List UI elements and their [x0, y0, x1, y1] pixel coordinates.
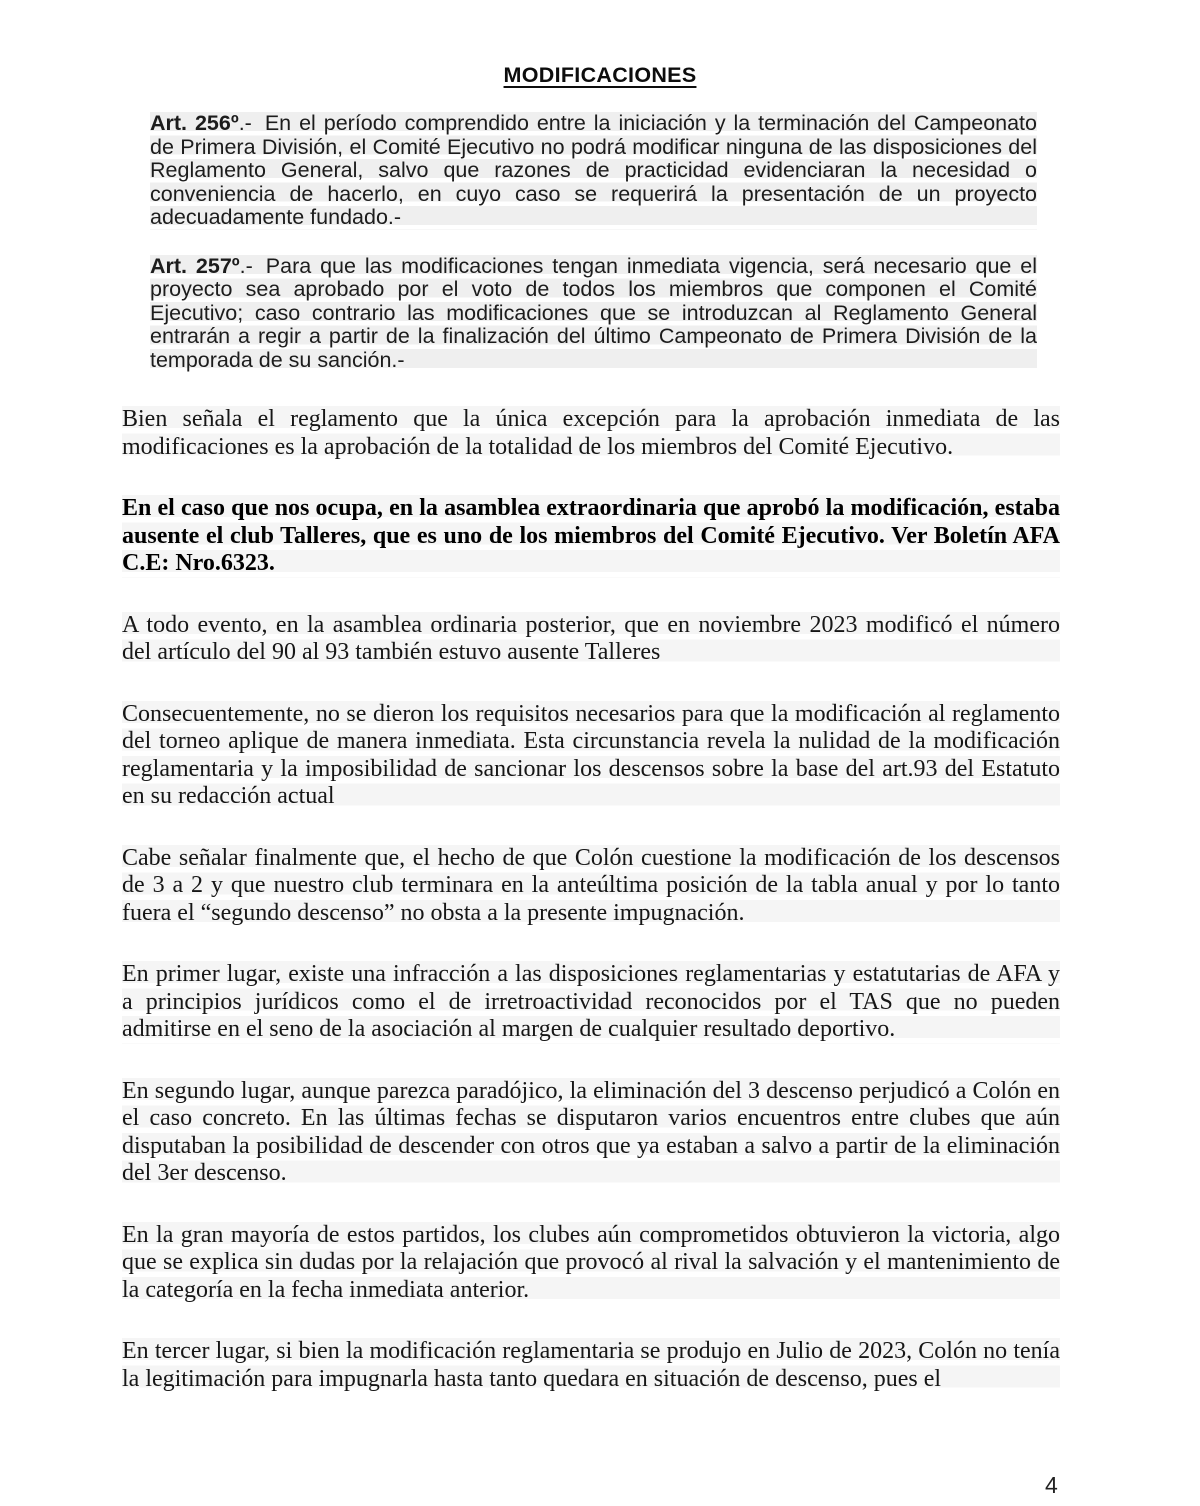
body-paragraph: Consecuentemente, no se dieron los requisitos necesarios para que la modificación al reglamento del torneo aplique de manera inmediata. Esta circunstancia revela la nulidad de la modificación reglamentaria y la imposibilidad de sancionar los descensos sobre la base del art.93 del Estatuto en su redacción actual — [122, 700, 1060, 809]
body-paragraph: A todo evento, en la asamblea ordinaria posterior, que en noviembre 2023 modificó el número del artículo del 90 al 93 también estuvo ausente Talleres — [122, 611, 1060, 665]
body-paragraph: En segundo lugar, aunque parezca paradójico, la eliminación del 3 descenso perjudicó a Colón en el caso concreto. En las últimas fechas se disputaron varios encuentros entre clubes que aún disputaban la posibilidad de descender con otros que ya estaban a salvo a partir de la eliminación del 3er descenso. — [122, 1077, 1060, 1186]
body-paragraph: En la gran mayoría de estos partidos, los clubes aún comprometidos obtuvieron la victoria, algo que se explica sin dudas por la relajación que provocó al rival la salvación y el mantenimiento de la categoría en la fecha inmediata anterior. — [122, 1221, 1060, 1303]
body-paragraph: Cabe señalar finalmente que, el hecho de que Colón cuestione la modificación de los descensos de 3 a 2 y que nuestro club terminara en la anteúltima posición de la tabla anual y por lo tanto fuera el “segundo descenso” no obsta a la presente impugnación. — [122, 844, 1060, 926]
page-number: 4 — [1045, 1472, 1058, 1498]
article-257-number: Art. 257º — [150, 253, 240, 278]
page-title-text: MODIFICACIONES — [503, 63, 697, 87]
article-256-separator: .- — [238, 111, 252, 135]
body-paragraph: En tercer lugar, si bien la modificación reglamentaria se produjo en Julio de 2023, Colón no tenía la legitimación para impugnarla hasta tanto quedara en situación de descenso, pues el — [122, 1338, 1060, 1392]
body-section — [122, 406, 1060, 1393]
body-paragraph: En primer lugar, existe una infracción a las disposiciones reglamentarias y estatutarias de AFA y a principios jurídicos como el de irretroactividad reconocidos por el TAS que no pueden admitirse en el seno de la asociación al margen de cualquier resultado deportivo. — [122, 961, 1060, 1042]
articles-section — [150, 112, 1037, 372]
article-256-paragraph — [150, 112, 1037, 230]
page-title — [0, 0, 1200, 88]
article-257-separator: .- — [239, 253, 253, 278]
article-257-paragraph — [150, 255, 1037, 373]
body-paragraph: Bien señala el reglamento que la única excepción para la aprobación inmediata de las modificaciones es la aprobación de la totalidad de los miembros del Comité Ejecutivo. — [122, 406, 1060, 460]
article-256-text: En el período comprendido entre la iniciación y la terminación del Campeonato de Primera División, el Comité Ejecutivo no podrá modificar ninguna de las disposiciones del Reglamento General, salvo que razones de practicidad evidenciaran la necesidad o conveniencia de hacerlo, en cuyo caso se requerirá la presentación de un proyecto adecuadamente fundado.- — [150, 111, 1037, 229]
body-paragraph-bold: En el caso que nos ocupa, en la asamblea extraordinaria que aprobó la modificación, estaba ausente el club Talleres, que es uno de los miembros del Comité Ejecutivo. Ver Boletín AFA C.E: Nro.6323. — [122, 495, 1060, 576]
article-256-number: Art. 256º — [150, 111, 239, 135]
article-257-text: Para que las modificaciones tengan inmediata vigencia, será necesario que el proyecto sea aprobado por el voto de todos los miembros que componen el Comité Ejecutivo; caso contrario las modificaciones que se introduzcan al Reglamento General entrarán a regir a partir de la finalización del último Campeonato de Primera División de la temporada de su sanción.- — [150, 253, 1038, 372]
